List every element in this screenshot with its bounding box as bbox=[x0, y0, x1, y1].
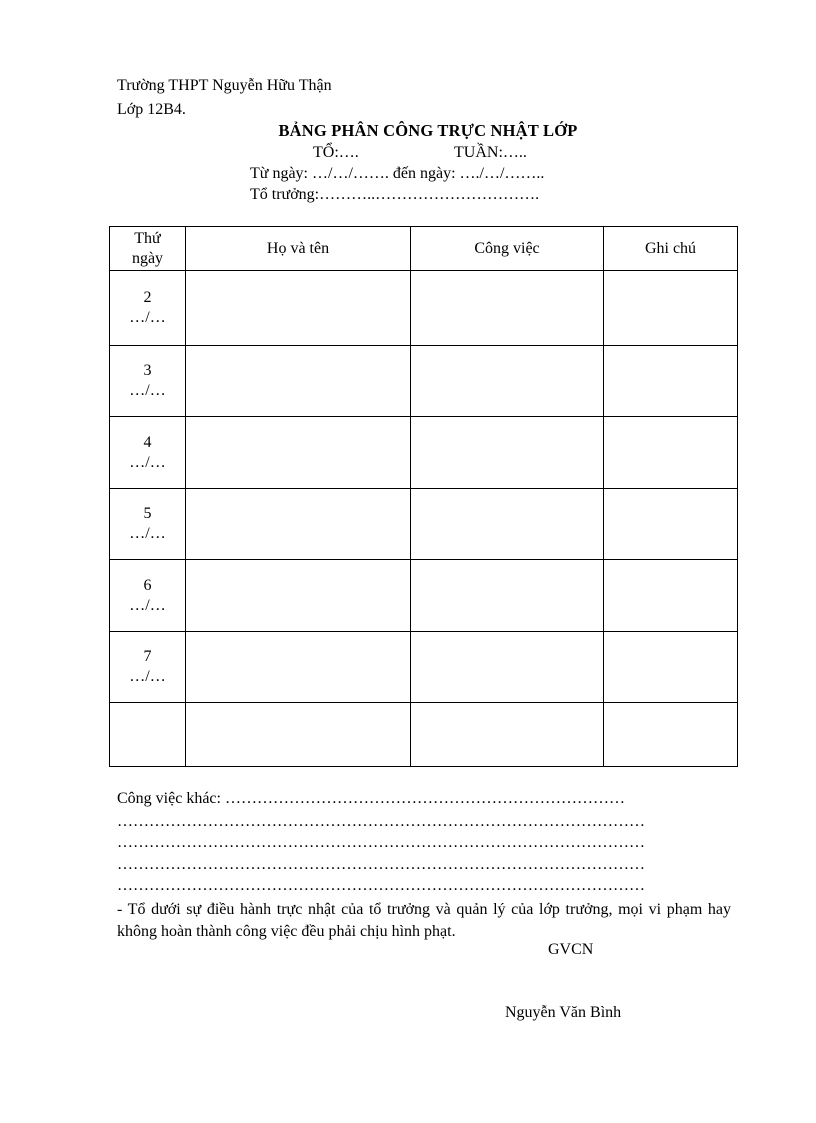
dotted-line: ……………………………………………………………………………………… bbox=[117, 877, 645, 894]
teacher-name: Nguyễn Văn Bình bbox=[505, 1004, 622, 1021]
table-row bbox=[110, 560, 738, 632]
day-cell bbox=[110, 703, 186, 767]
name-cell bbox=[186, 271, 411, 346]
dotted-line: ……………………………………………………………………………………… bbox=[117, 856, 645, 873]
duty-table bbox=[109, 226, 738, 767]
school-name: Trường THPT Nguyễn Hữu Thận bbox=[117, 77, 332, 94]
table-row bbox=[110, 703, 738, 767]
task-cell bbox=[411, 271, 604, 346]
dotted-line: ……………………………………………………………………………………… bbox=[117, 834, 645, 851]
day-cell bbox=[110, 489, 186, 560]
day-date: …/… bbox=[129, 309, 166, 326]
task-cell bbox=[411, 560, 604, 632]
day-date: …/… bbox=[129, 453, 166, 471]
note-cell bbox=[604, 632, 738, 703]
task-cell bbox=[411, 417, 604, 489]
day-number: 5 bbox=[143, 505, 152, 522]
name-cell bbox=[186, 346, 411, 417]
table-header-row bbox=[110, 227, 738, 271]
note-cell bbox=[604, 271, 738, 346]
signature-role: GVCN bbox=[548, 941, 594, 958]
column-header-day-line1: Thứ bbox=[134, 229, 161, 247]
document-title: BẢNG PHÂN CÔNG TRỰC NHẬT LỚP bbox=[278, 121, 578, 140]
day-cell bbox=[110, 632, 186, 703]
table-row bbox=[110, 346, 738, 417]
column-header-name: Họ và tên bbox=[186, 227, 411, 271]
day-date: …/… bbox=[129, 596, 166, 614]
week-field: TUẦN:….. bbox=[454, 144, 527, 161]
name-cell bbox=[186, 417, 411, 489]
day-number: 6 bbox=[143, 576, 152, 594]
table-row bbox=[110, 271, 738, 346]
column-header-day-line2: ngày bbox=[131, 249, 164, 267]
note-cell bbox=[604, 417, 738, 489]
day-number: 7 bbox=[143, 648, 152, 665]
table-row bbox=[110, 632, 738, 703]
task-cell bbox=[411, 489, 604, 560]
day-date: …/… bbox=[129, 382, 166, 399]
note-cell bbox=[604, 489, 738, 560]
name-cell bbox=[186, 489, 411, 560]
day-cell bbox=[110, 560, 186, 632]
name-cell bbox=[186, 703, 411, 767]
table-row bbox=[110, 489, 738, 560]
column-header-task: Công việc bbox=[411, 227, 604, 271]
day-date: …/… bbox=[129, 668, 166, 685]
name-cell bbox=[186, 632, 411, 703]
team-field: TỔ:…. bbox=[313, 144, 359, 161]
name-cell bbox=[186, 560, 411, 632]
column-header-note: Ghi chú bbox=[604, 227, 738, 271]
day-number: 4 bbox=[143, 433, 152, 451]
table-row bbox=[110, 417, 738, 489]
day-date: …/… bbox=[129, 525, 166, 542]
day-number: 2 bbox=[143, 289, 152, 306]
note-cell bbox=[604, 560, 738, 632]
date-range-field: Từ ngày: …/…/……. đến ngày: …./…/…….. bbox=[250, 165, 545, 182]
dotted-line: ……………………………………………………………………………………… bbox=[117, 813, 645, 830]
rules-note: - Tổ dưới sự điều hành trực nhật của tổ trưởng và quản lý của lớp trưởng, mọi vi phạm hay không hoàn thành công việc đều phải chịu hình phạt. bbox=[117, 901, 731, 940]
day-number: 3 bbox=[143, 362, 152, 379]
other-tasks-label: Công việc khác: ………………………………………………………………… bbox=[117, 790, 625, 807]
day-cell bbox=[110, 417, 186, 489]
day-cell bbox=[110, 346, 186, 417]
note-cell bbox=[604, 346, 738, 417]
task-cell bbox=[411, 346, 604, 417]
class-name: Lớp 12B4. bbox=[117, 101, 186, 118]
team-leader-field: Tổ trưởng:………..…………………………. bbox=[250, 186, 540, 203]
note-cell bbox=[604, 703, 738, 767]
task-cell bbox=[411, 632, 604, 703]
day-cell bbox=[110, 271, 186, 346]
task-cell bbox=[411, 703, 604, 767]
column-header-day bbox=[110, 227, 186, 271]
